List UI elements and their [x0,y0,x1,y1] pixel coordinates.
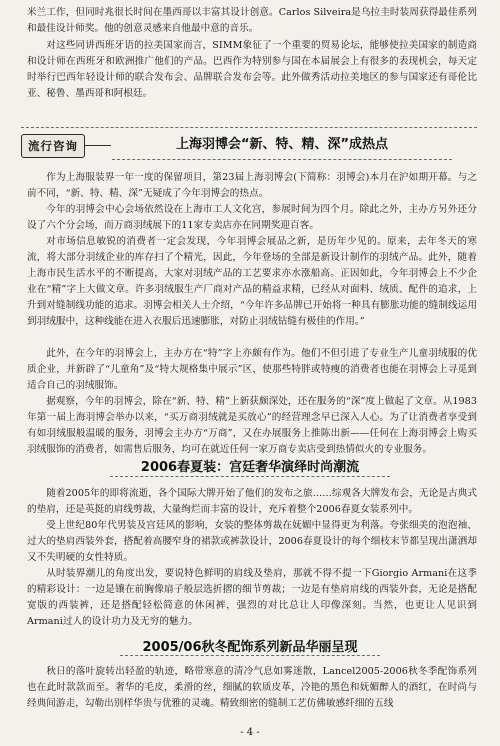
section1-title: 上海羽博会“新、特、精、深”成热点 [175,137,389,152]
section1-paragraph-5: 据观察，今年的羽博会，除在“新、特、精”上新获颇深处，还在服务的“深”度上做起了文章。从1983年第一届上海羽博会举办以来，“买万商羽绒就是买放心”的经营理念早已深入人心。为了让消费者享受到有如羽绒服般温暖的服务，羽博会主办方“万商”，又在办展服务上推陈出新——任何在上海羽博会上购买羽绒服饰的消费者，如需售后服务，均可在就近任何一家万商专卖店受到热情似火的专业服务。 [27,396,477,455]
intro-paragraph-1: 米兰工作，但同时兆很长时间在墨西哥以丰富其设计创意。Carlos Silveira是乌拉圭时装周获得最佳系列和最佳设计师奖。他的创意灵感来自他最中意的音乐。 [27,7,477,34]
section3-title-underline [120,655,380,656]
page-number: - 4 - [240,727,260,738]
section2-title-underline [110,476,390,477]
intro-paragraph-2: 对这些同讲西班牙语的拉美国家而言，SIMM象征了一个重要的贸易论坛，能够使拉美国家的制造商和设计师在西班牙和欧洲推广他们的产品。巴西作为特别参与国在本届展会上有很多的表现机会，每天定时举行巴西年轻设计师的联合发布会、品牌联合发布会等。此外做秀活动拉美地区的参与国家还有哥伦比亚、秘鲁、墨西哥和阿根廷。 [27,40,477,99]
section-divider [21,127,477,128]
section3-paragraph-1: 秋日的落叶旋转出轻盈的轨迹，略带寒意的清冷气息如雾迷散，Lancel2005-2006秋冬季配饰系列也在此时款款而至。奢华的毛皮，柔滑的丝，细腻的软质皮革，冷艳的黑色和妩媚醉人的酒红，在时尚与经典间游走，勾勒出别样华贵与优雅的灵魂。精致细密的缝制工艺仿佛敏感纤细的五线 [27,666,477,709]
section2-paragraph-1: 随着2005年的即将流逝，各个国际大牌开始了他们的发布之旅……综观各大牌发布会，无论是古典式的垫肩，还是英挺的肩线剪裁，大量绚烂而丰富的设计，充斥着整个2006春夏女装系列中。 [27,488,477,515]
section-tag-label: 流行咨询 [21,134,85,158]
section1-paragraph-2: 今年的羽博会中心会场依然设在上海市工人文化宫，参展时间为四个月。除此之外，主办方另外还分设了六个分会场，而万商羽绒展下的11家专卖店亦在同期奖迎百客。 [27,204,477,231]
section1-paragraph-4: 此外，在今年的羽博会上，主办方在“特”字上亦颇有作为。他们不但引进了专业生产儿童羽绒服的优质企业，并新辟了“儿童角”及“特大规格集中展示”区，使那些特胖或特瘦的消费者也能在羽博会上寻觅到适合自己的羽绒服饰。 [27,348,477,391]
section1-paragraph-3: 对市场信息敏锐的消费者一定会发现，今年羽博会展品之新，是历年少见的。原来，去年冬天的寒流，将大部分羽绒企业的库存扫了个精光，因此，今年登场的全部是新设计制作的羽绒产品。此外，随着上海市民生活水平的不断提高，大家对羽绒产品的工艺要求亦水涨船高。正因如此，今年羽博会上不少企业在“精”字上大做文章。许多羽绒服生产厂商对产品的精益求精，已经从对面料、绒质、配件的追求，上升到对缝制线功能的追求。羽博会相关人士介绍，“今年许多品牌已开始将一种具有膨胀功能的缝制线运用到羽绒服中，这种线能在进入衣服后迅速膨胀，对防止羽绒钻缝有极佳的作用。” [27,236,477,327]
section1-paragraph-1: 作为上海服装界一年一度的保留项目，第23届上海羽博会(下简称：羽博会)本月在沪如期开幕。与之前不同，“新、特、精、深”无疑成了今年羽博会的热点。 [27,172,477,199]
section2-paragraph-3: 从时装界潮儿的角度出发，要说特色鲜明的肩线及垫肩，那就不得不提一下Giorgio Armani在这季的精彩设计：一边是镶在前胸像扇子般层选折摺的细节剪裁；一边是有垫肩肩线的西装外套，无论是搭配宽版的西装裤，还是搭配轻松简意的休闲裤，强烈的对比总让人印像深刻。当然，也更让人见识到Armani过人的设计功力及无穷的魅力。 [27,568,477,627]
tag-connector-line [85,145,111,146]
section2-paragraph-2: 受上世纪80年代男装及宫廷风的影响，女装的整体剪裁在妩媚中显得更为利落。夸张细美的泡泡袖、过大的垫肩西装外套，搭配着高腰窄身的裙款或裤款设计，2006春夏设计的每个细枝末节都呈现出潇洒却又不失明硬的女性特质。 [27,520,477,563]
section1-title-underline [112,159,452,160]
section2-title: 2006春夏装：宫廷奢华演绎时尚潮流 [140,460,360,475]
section3-title: 2005/06秋冬配饰系列新品华丽呈现 [142,640,358,655]
